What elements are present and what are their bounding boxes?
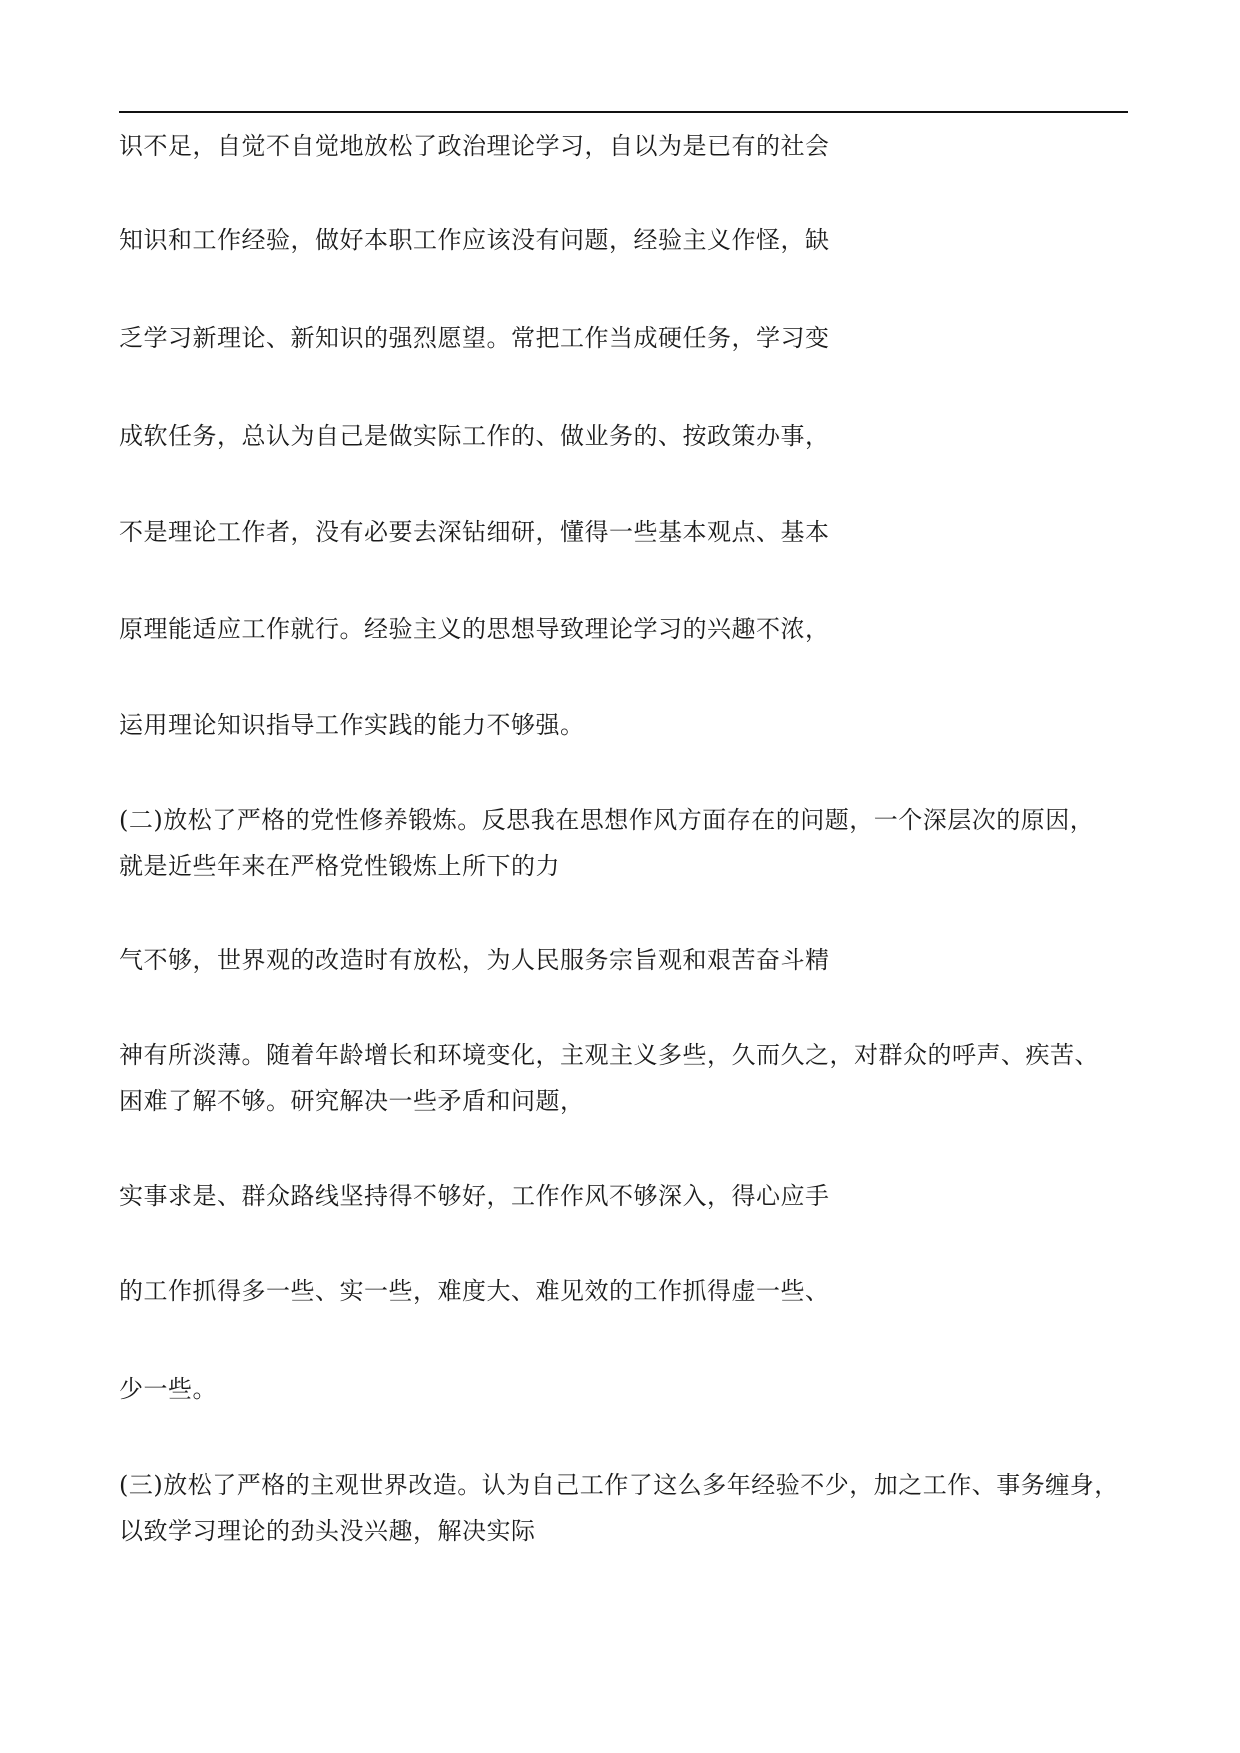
- paragraph-3-line-1: (三)放松了严格的主观世界改造。认为自己工作了这么多年经验不少，加之工作、事务缠身，: [119, 1471, 1119, 1499]
- text-line-1: 识不足，自觉不自觉地放松了政治理论学习，自以为是已有的社会: [119, 132, 830, 160]
- text-line-10: 气不够，世界观的改造时有放松，为人民服务宗旨观和艰苦奋斗精: [119, 946, 830, 974]
- paragraph-2-line-2: 就是近些年来在严格党性锻炼上所下的力: [119, 852, 560, 880]
- text-line-7: 运用理论知识指导工作实践的能力不够强。: [119, 711, 585, 739]
- text-line-12: 困难了解不够。研究解决一些矛盾和问题，: [119, 1087, 585, 1115]
- paragraph-3-line-2: 以致学习理论的劲头没兴趣，解决实际: [119, 1517, 536, 1545]
- text-line-4: 成软任务，总认为自己是做实际工作的、做业务的、按政策办事，: [119, 422, 830, 450]
- text-line-2: 知识和工作经验，做好本职工作应该没有问题，经验主义作怪，缺: [119, 226, 830, 254]
- text-line-6: 原理能适应工作就行。经验主义的思想导致理论学习的兴趣不浓，: [119, 615, 830, 643]
- paragraph-2-line-1: (二)放松了严格的党性修养锻炼。反思我在思想作风方面存在的问题，一个深层次的原因，: [119, 806, 1095, 834]
- text-line-15: 少一些。: [119, 1375, 217, 1403]
- text-line-5: 不是理论工作者，没有必要去深钻细研，懂得一些基本观点、基本: [119, 518, 830, 546]
- text-line-3: 乏学习新理论、新知识的强烈愿望。常把工作当成硬任务，学习变: [119, 324, 830, 352]
- text-line-13: 实事求是、群众路线坚持得不够好，工作作风不够深入，得心应手: [119, 1182, 830, 1210]
- text-line-14: 的工作抓得多一些、实一些，难度大、难见效的工作抓得虚一些、: [119, 1277, 830, 1305]
- text-line-11: 神有所淡薄。随着年龄增长和环境变化，主观主义多些，久而久之，对群众的呼声、疾苦、: [119, 1041, 1099, 1069]
- header-rule: [119, 111, 1128, 113]
